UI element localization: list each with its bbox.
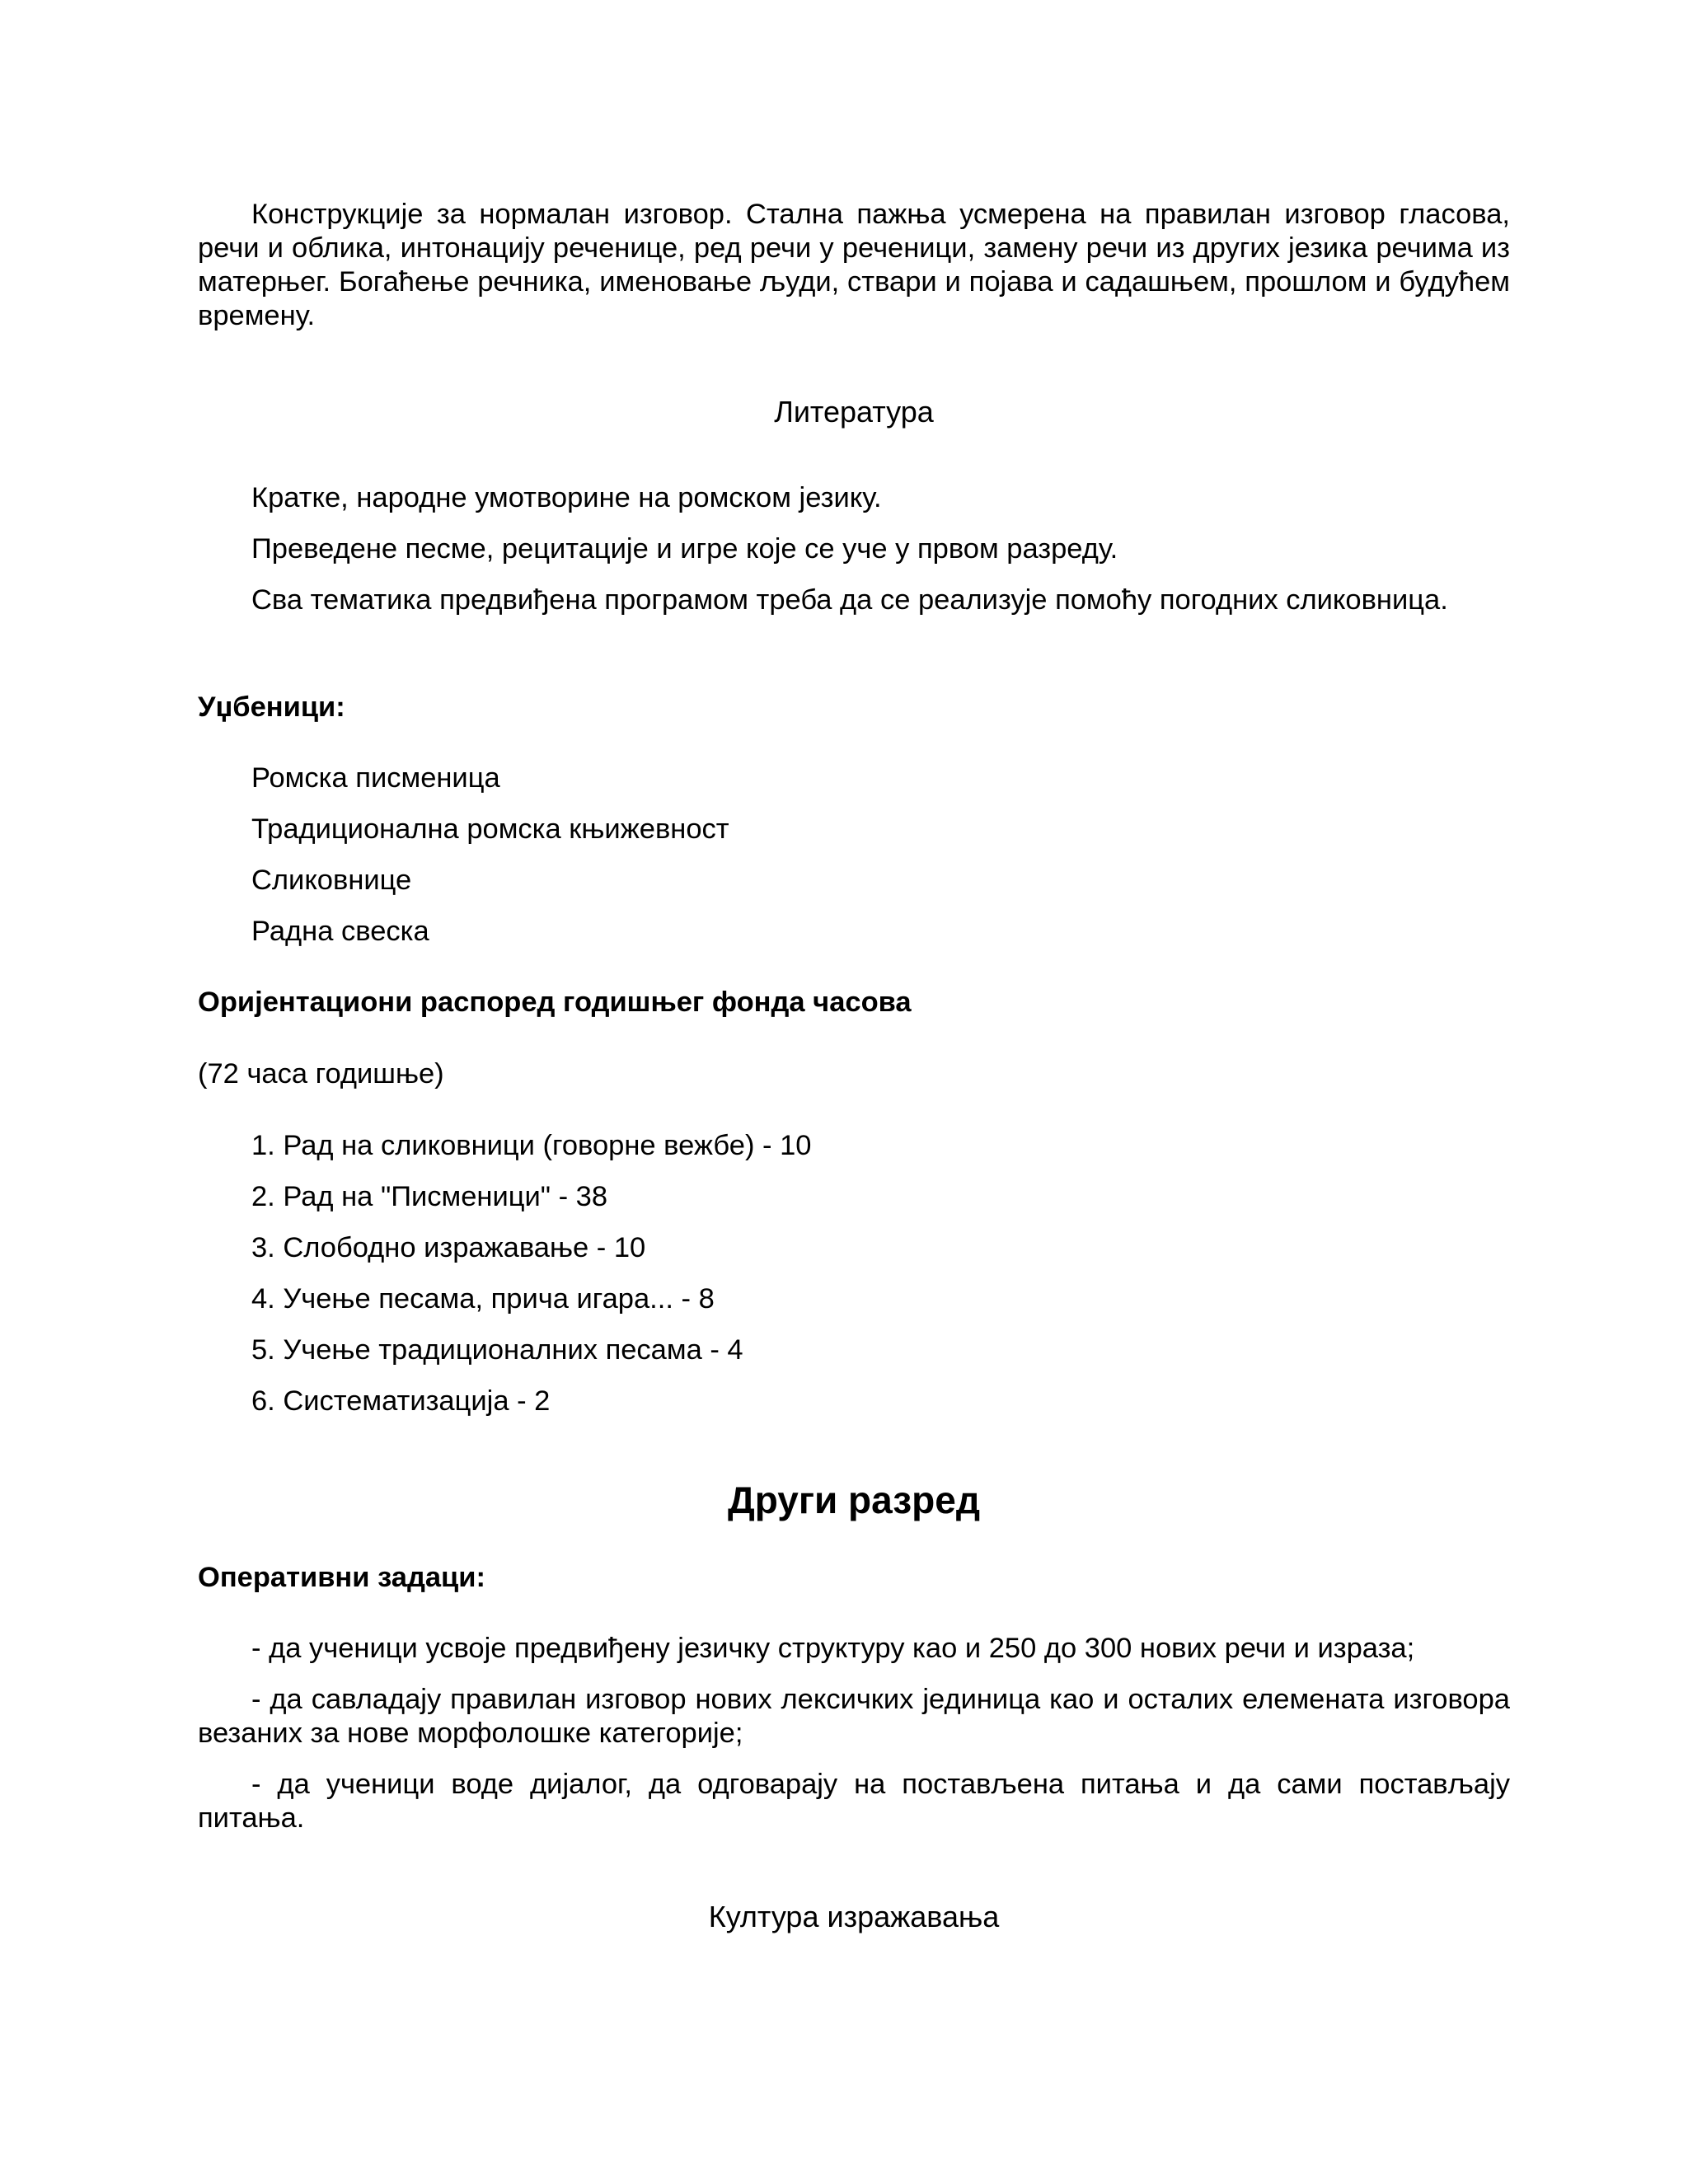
- tasks-heading: Оперативни задаци:: [198, 1562, 485, 1593]
- task-item: - да ученици воде дијалог, да одговарају на постављена питања и да сами постављају питања.: [198, 1769, 1510, 1834]
- textbook-item: Сликовнице: [251, 865, 412, 896]
- literature-paragraph: Кратке, народне умотворине на ромском језику.: [251, 482, 882, 513]
- literature-paragraph: Преведене песме, рецитације и игре које се уче у првом разреду.: [251, 533, 1118, 565]
- expression-culture-heading: Култура изражавања: [708, 1900, 1000, 1933]
- task-item: - да ученици усвоје предвиђену језичку структуру као и 250 до 300 нових речи и израза;: [251, 1633, 1415, 1664]
- task-item: - да савладају правилан изговор нових лексичких јединица као и осталих елемената изговора везаних за нове морфолошке категорије;: [198, 1684, 1510, 1749]
- textbook-item: Радна свеска: [251, 916, 429, 947]
- textbook-item: Традиционална ромска књижевност: [251, 813, 729, 845]
- schedule-item: 5. Учење традиционалних песама - 4: [251, 1334, 743, 1366]
- textbook-item: Ромска писменица: [251, 762, 500, 794]
- schedule-item: 6. Систематизација - 2: [251, 1385, 551, 1417]
- literature-heading: Литература: [774, 395, 934, 429]
- textbooks-heading: Уџбеници:: [198, 691, 345, 723]
- second-grade-heading: Други разред: [727, 1479, 981, 1521]
- schedule-heading: Оријентациони распоред годишњег фонда часова: [198, 987, 912, 1018]
- document-page: [198, 0, 1510, 2184]
- intro-paragraph: Конструкције за нормалан изговор. Стална пажња усмерена на правилан изговор гласова, речи и облика, интонацију реченице, ред речи у реченици, замену речи из других језика речима из матерњег. Богаћење речника, именовање људи, ствари и појава и садашњем, прошлом и будућем времену.: [198, 199, 1510, 331]
- literature-paragraph: Сва тематика предвиђена програмом треба да се реализује помоћу погодних сликовница.: [251, 584, 1448, 616]
- schedule-item: 4. Учење песама, прича игара... - 8: [251, 1283, 715, 1315]
- schedule-item: 1. Рад на сликовници (говорне вежбе) - 10: [251, 1130, 812, 1161]
- schedule-item: 2. Рад на "Писменици" - 38: [251, 1181, 608, 1212]
- schedule-total: (72 часа годишње): [198, 1058, 444, 1090]
- schedule-item: 3. Слободно изражавање - 10: [251, 1232, 646, 1263]
